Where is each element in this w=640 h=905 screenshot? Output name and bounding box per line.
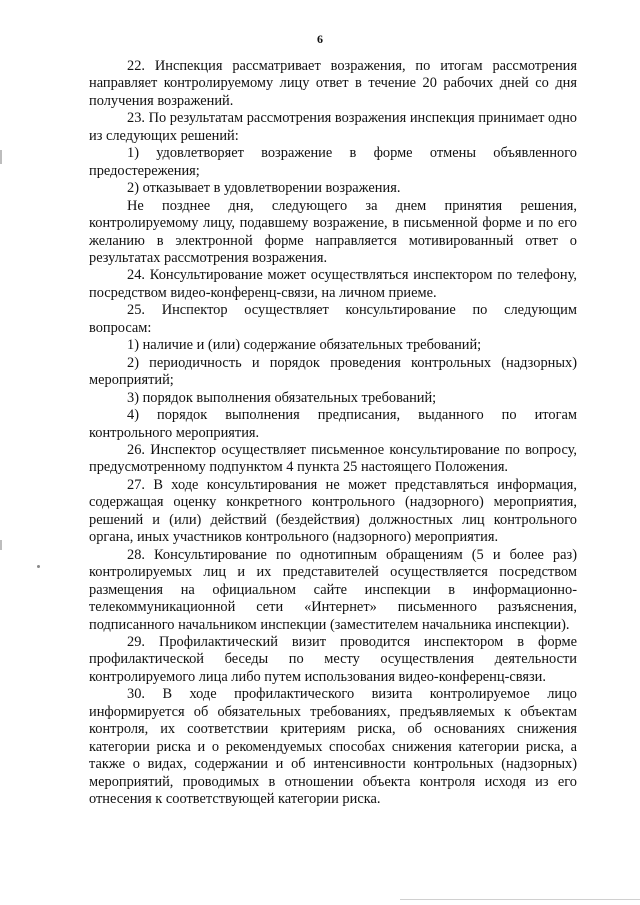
scan-bottom-line	[400, 899, 640, 900]
paragraph-29: 29. Профилактический визит проводится инспектором в форме профилактической беседы по месту осуществления деятельности контролируемого лица либо путем использования видео-конференц-связи.	[89, 633, 577, 685]
paragraph-25-item-2: 2) периодичность и порядок проведения контрольных (надзорных) мероприятий;	[89, 354, 577, 389]
paragraph-22: 22. Инспекция рассматривает возражения, по итогам рассмотрения направляет контролируемому лицу ответ в течение 20 рабочих дней со дня получения возражений.	[89, 58, 577, 109]
paragraph-28: 28. Консультирование по однотипным обращениям (5 и более раз) контролируемых лиц и их представителей осуществляется посредством размещения на официальном сайте инспекции в информационно-телекоммуникационной сети «Интернет» письменного разъяснения, подписанного начальником инспекции (заместителем начальника инспекции).	[89, 546, 577, 633]
paragraph-25-item-4: 4) порядок выполнения предписания, выданного по итогам контрольного мероприятия.	[89, 407, 577, 441]
paragraph-30: 30. В ходе профилактического визита контролируемое лицо информируется об обязательных требованиях, предъявляемых к объектам контроля, их соответствии критериям риска, об основаниях снижения категории риска и о рекомендуемых способах снижения категории риска, а также о видах, содержании и об интенсивности контрольных (надзорных) мероприятий, проводимых в отношении объекта контроля исходя из его отнесения к соответствующей категории риска.	[89, 686, 577, 808]
scan-edge-mark	[0, 540, 2, 550]
paragraph-24: 24. Консультирование может осуществляться инспектором по телефону, посредством видео-конференц-связи, на личном приеме.	[89, 267, 577, 301]
document-body	[89, 58, 577, 808]
paragraph-25: 25. Инспектор осуществляет консультирование по следующим вопросам:	[89, 302, 577, 336]
paragraph-23-item-1: 1) удовлетворяет возражение в форме отмены объявленного предостережения;	[89, 145, 577, 179]
paragraph-25-item-1: 1) наличие и (или) содержание обязательных требований;	[127, 337, 482, 354]
paragraph-23-note: Не позднее дня, следующего за днем принятия решения, контролируемому лицу, подавшему возражение, в письменной форме и по его желанию в электронной форме направляется мотивированный ответ о результатах рассмотрения возражения.	[89, 197, 577, 266]
paragraph-26: 26. Инспектор осуществляет письменное консультирование по вопросу, предусмотренному подпунктом 4 пункта 25 настоящего Положения.	[89, 441, 577, 476]
paragraph-23-item-2: 2) отказывает в удовлетворении возражения.	[127, 180, 401, 197]
paragraph-27: 27. В ходе консультирования не может представляться информация, содержащая оценку конкретного контрольного (надзорного) мероприятия, решений и (или) действий (бездействия) должностных лиц контрольного органа, иных участников контрольного (надзорного) мероприятия.	[89, 476, 577, 546]
scan-dot	[37, 565, 40, 568]
page-number: 6	[317, 32, 323, 46]
paragraph-25-item-3: 3) порядок выполнения обязательных требований;	[127, 389, 437, 406]
scan-edge-mark	[0, 150, 2, 164]
paragraph-23: 23. По результатам рассмотрения возражения инспекция принимает одно из следующих решений:	[89, 110, 577, 144]
